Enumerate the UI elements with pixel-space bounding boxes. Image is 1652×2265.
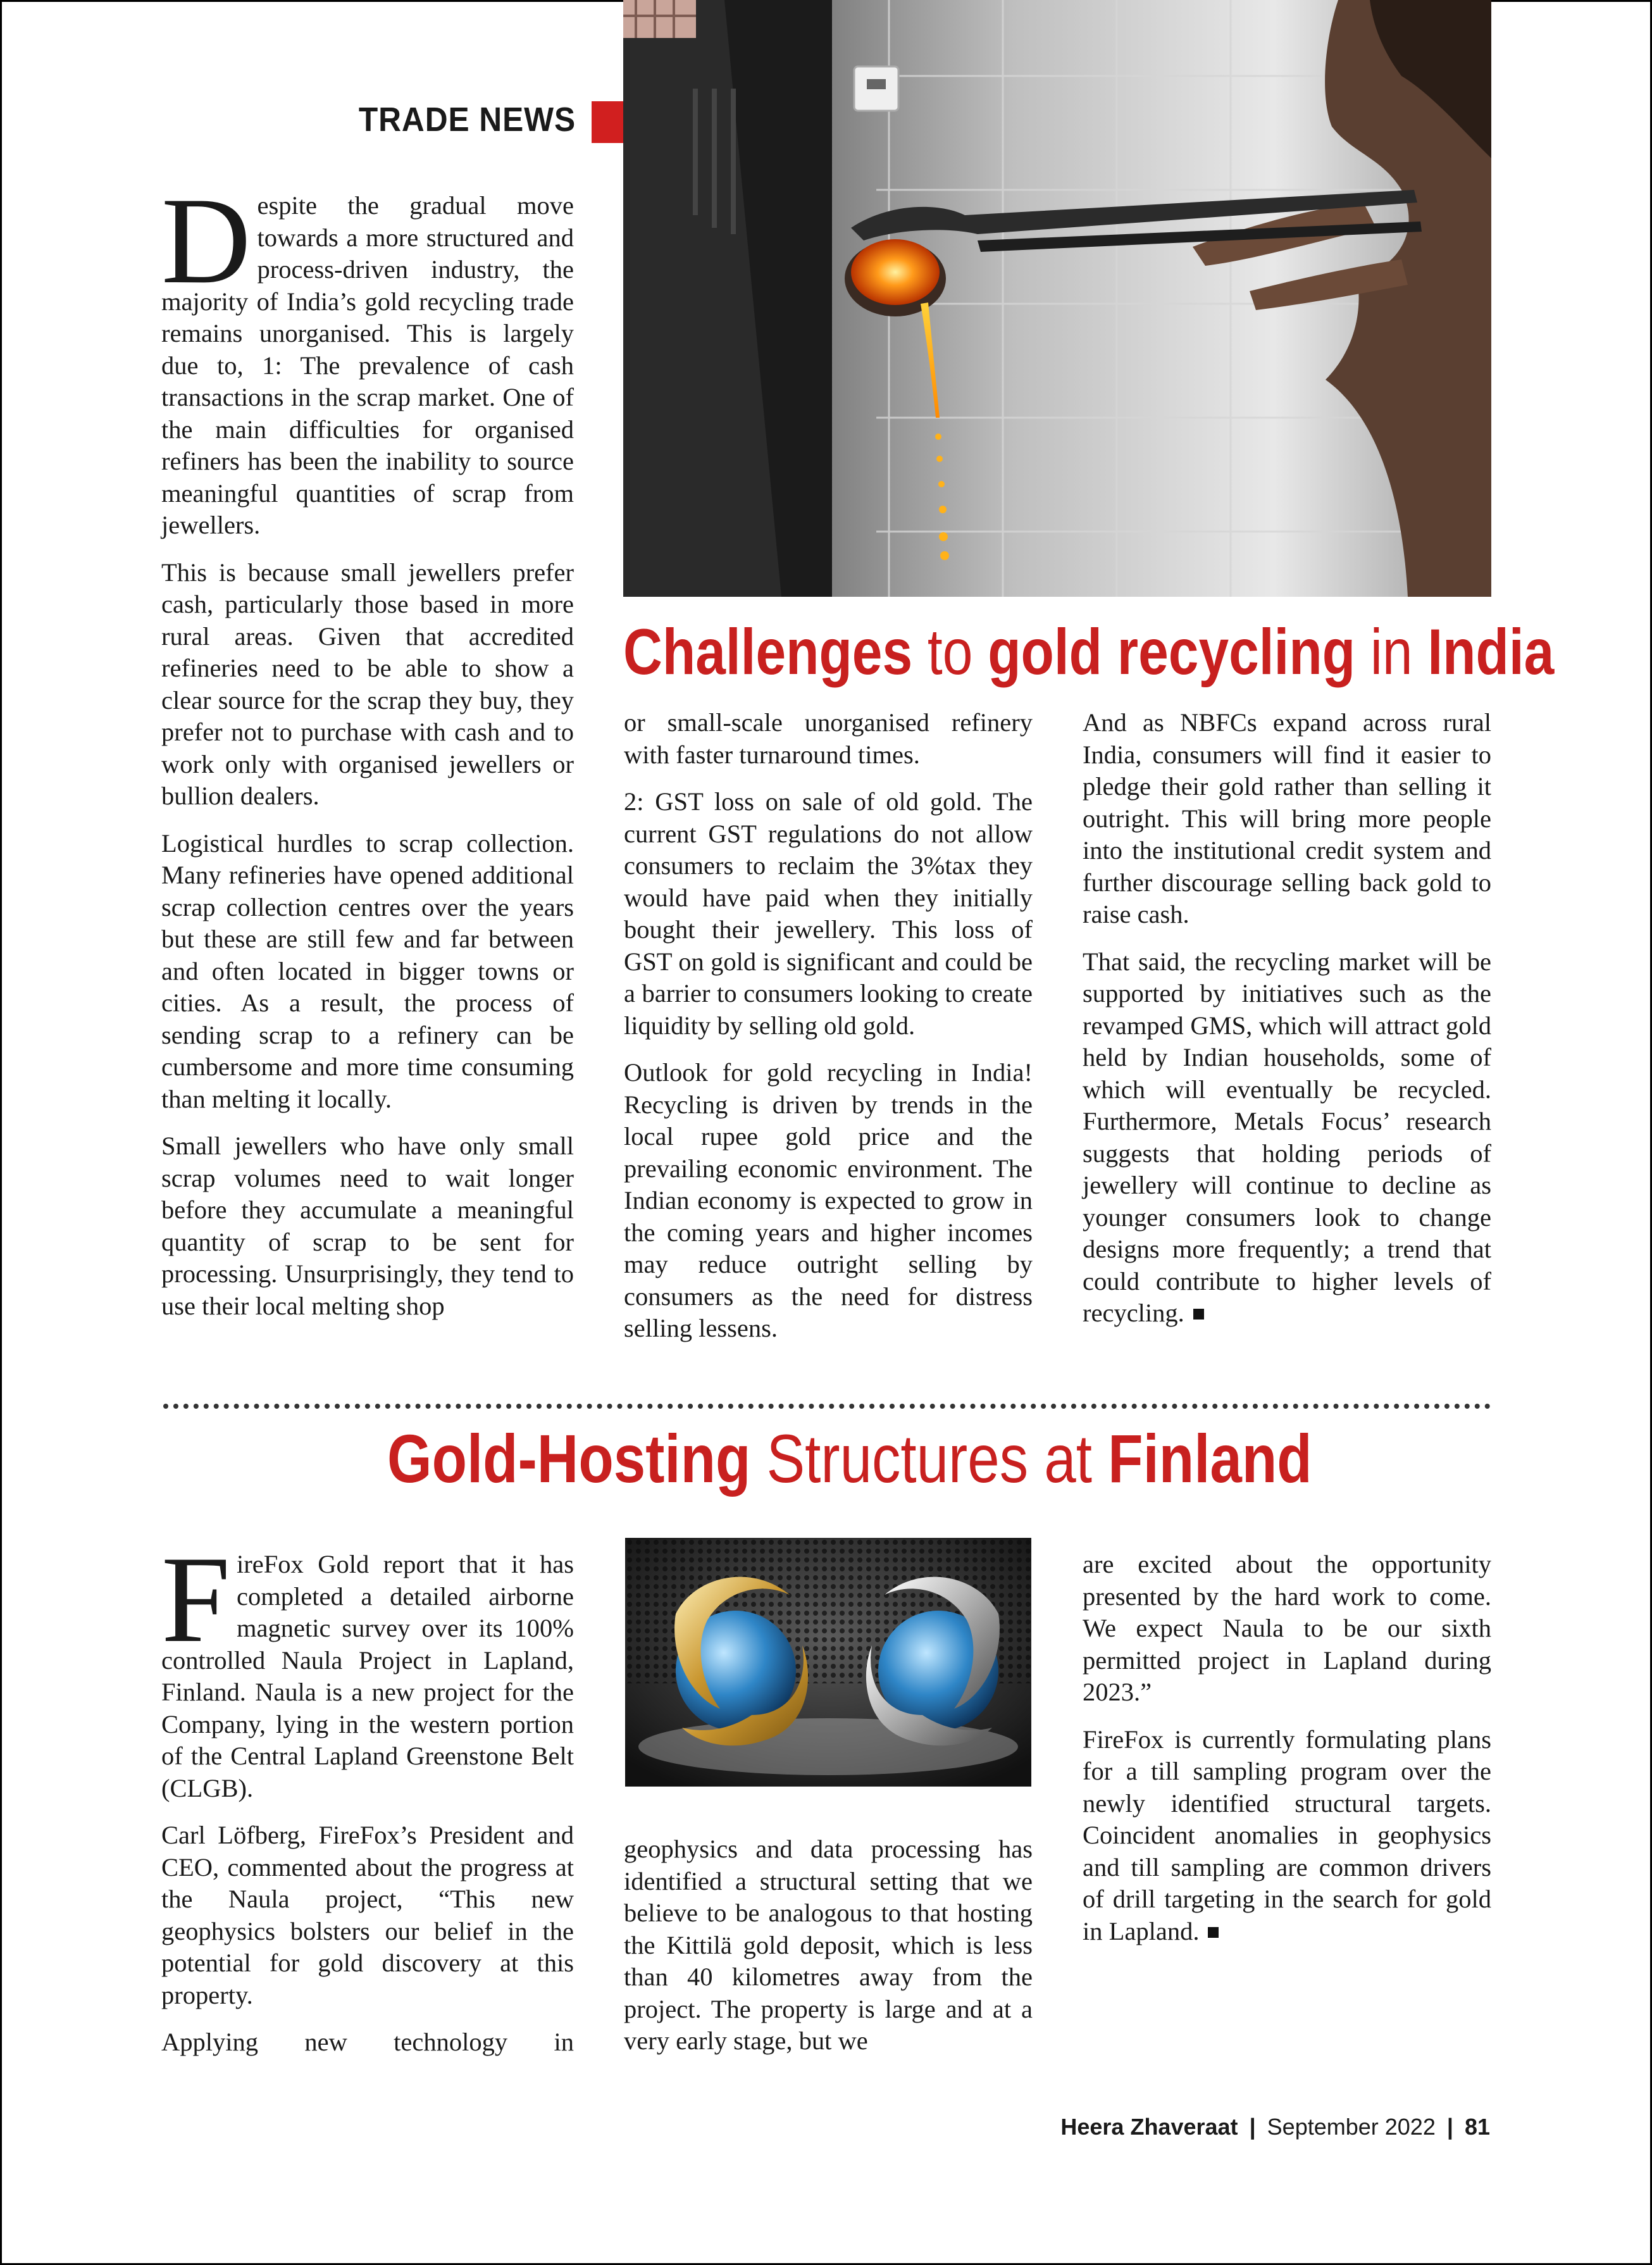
headline-word: Gold-Hosting [387, 1420, 751, 1497]
footer-date: September 2022 [1267, 2114, 1436, 2140]
paragraph: or small-scale unorganised refinery with faster turnaround times. [624, 708, 1033, 769]
paragraph [1083, 1724, 1491, 1948]
paragraph: Applying new technology in [161, 2028, 574, 2056]
paragraph: And as NBFCs expand across rural India, consumers will find it easier to pledge their gold rather than selling it outright. This will bring more people into the institutional credit system and further discourage selling back gold to raise cash. [1083, 708, 1491, 928]
paragraph-text: FireFox is currently formulating plans for a till sampling program over the newly identified structural targets. Coincident anomalies in geophysics and till sampling are common drivers of drill targeting in the search for gold in Lapland. [1083, 1725, 1491, 1945]
headline-word: in [1370, 616, 1413, 688]
paragraph-text: espite the gradual move towards a more structured and process-driven industry, the majority of India’s gold recycling trade remains unorganised. This is largely due to, 1: The prevalence of cash transactions in the scrap market. One of the main difficulties for organised refiners has been the inability to source meaningful quantities of scrap from jewellers. [161, 191, 574, 539]
article1-headline [623, 614, 1554, 690]
headline-word: India [1427, 616, 1555, 688]
headline-word: to [927, 616, 973, 688]
section-label: TRADE NEWS [358, 101, 576, 139]
article1-column-2 [624, 707, 1033, 1360]
article2-column-1 [161, 1531, 574, 2074]
paragraph: Outlook for gold recycling in India! Recycling is driven by trends in the local rupee gold price and the prevailing economic environment. The Indian economy is expected to grow in the coming years and higher incomes may reduce outright selling by consumers as the need for distress selling lessens. [624, 1058, 1033, 1342]
footer-page-number: 81 [1464, 2114, 1490, 2140]
paragraph: Small jewellers who have only small scrap volumes need to wait longer before they accumulate a meaningful quantity of scrap to be sent for processing. Unsurprisingly, they tend to use their local melting shop [161, 1132, 574, 1320]
paragraph [161, 1531, 574, 1804]
paragraph-text: ireFox Gold report that it has completed a detailed airborne magnetic survey over its 100% controlled Naula Project in Lapland, Finland. Naula is a new project for the Company, lying in the western portion of the Central Lapland Greenstone Belt (CLGB). [161, 1550, 574, 1802]
footer-publication: Heera Zhaveraat [1060, 2114, 1238, 2140]
article2-column-2 [624, 1833, 1033, 2073]
paragraph: are excited about the opportunity presented by the hard work to come. We expect Naula to be our sixth permitted project in Lapland during 2023.” [1083, 1550, 1491, 1706]
paragraph [1083, 946, 1491, 1330]
footer-separator: | [1446, 2114, 1453, 2140]
article2-headline [387, 1421, 1312, 1497]
article1-column-1 [161, 172, 574, 1337]
article2-column-3 [1083, 1549, 1491, 1962]
article1-column-3 [1083, 707, 1491, 1345]
dropcap: D [161, 172, 251, 309]
paragraph-text: That said, the recycling market will be supported by initiatives such as the revamped GMS, which will attract gold held by Indian households, some of which will eventually be recycled. Furthermore, Metals Focus’ research suggests that holding periods of jewellery will continue to decline as younger consumers look to change designs more frequently; a trend that could contribute to higher levels of recycling. [1083, 947, 1491, 1327]
gold-pouring-photo [623, 0, 1491, 597]
paragraph: Carl Löfberg, FireFox’s President and CEO, commented about the progress at the Naula project, “This new geophysics bolsters our belief in the potential for gold discovery at this property. [161, 1821, 574, 2009]
section-accent-bar [592, 101, 623, 143]
headline-word: gold recycling [988, 616, 1356, 688]
end-mark-icon [1193, 1309, 1204, 1320]
end-mark-icon [1208, 1927, 1219, 1938]
headline-word: Structures at [766, 1420, 1092, 1497]
headline-word: Challenges [623, 616, 913, 688]
section-divider [163, 1404, 1491, 1409]
page-footer [1060, 2114, 1490, 2140]
headline-word: Finland [1108, 1420, 1312, 1497]
firefox-emblem-photo [625, 1538, 1031, 1787]
footer-separator: | [1249, 2114, 1256, 2140]
paragraph: Logistical hurdles to scrap collection. Many refineries have opened additional scrap collection centres over the years but these are still few and far between and often located in bigger towns or cities. As a result, the process of sending scrap to a refinery can be cumbersome and more time consuming than melting it locally. [161, 828, 574, 1113]
paragraph: This is because small jewellers prefer cash, particularly those based in more rural areas. Given that accredited refineries need to be able to show a clear source for the scrap they buy, they prefer not to purchase with cash and to work only with organised jewellers or bullion dealers. [161, 558, 574, 810]
paragraph [161, 172, 574, 542]
paragraph: geophysics and data processing has identified a structural setting that we believe to be analogous to that hosting the Kittilä gold deposit, which is less than 40 kilometres away from the project. The property is large and at a very early stage, but we [624, 1835, 1033, 2055]
dropcap: F [161, 1531, 231, 1668]
paragraph: 2: GST loss on sale of old gold. The current GST regulations do not allow consumers to reclaim the 3%tax they would have paid when they initially bought their jewellery. This loss of GST on gold is significant and could be a barrier to consumers looking to create liquidity by selling old gold. [624, 787, 1033, 1040]
